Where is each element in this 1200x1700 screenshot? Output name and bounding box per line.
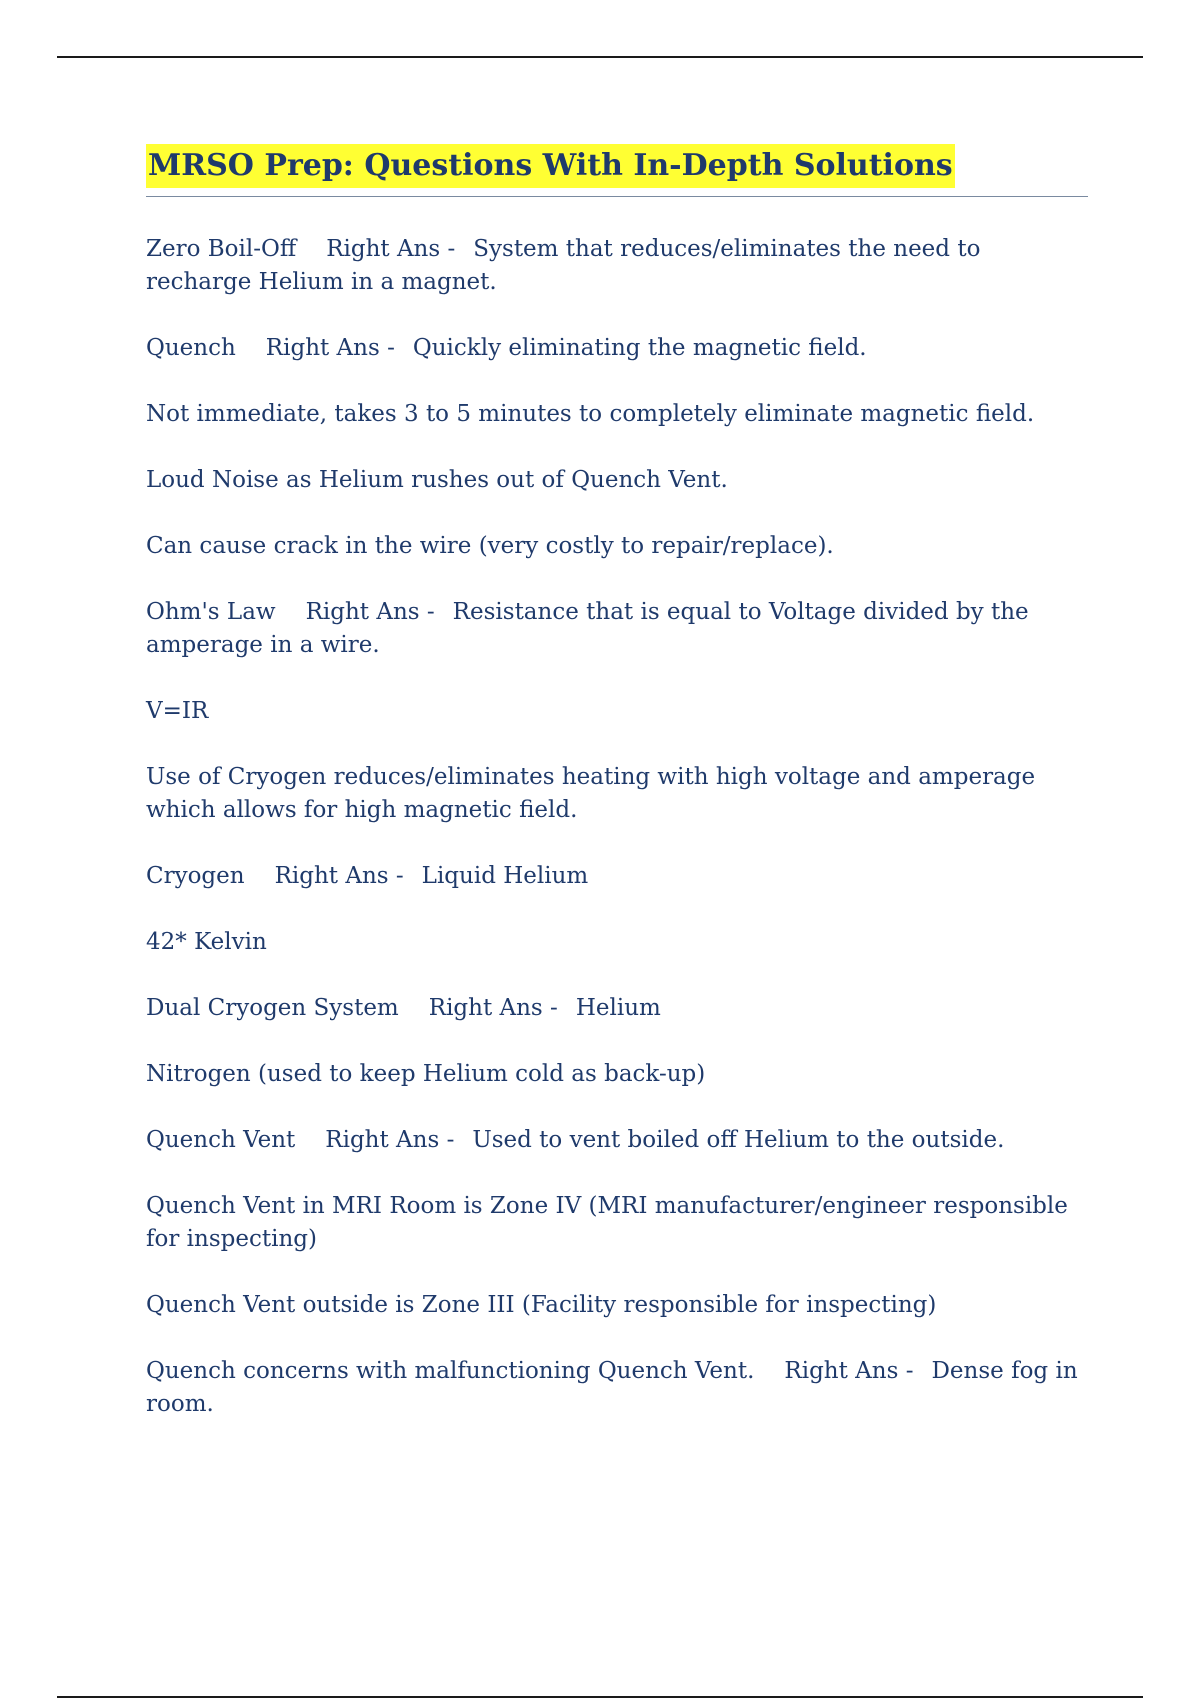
answer-separator: Right Ans - (428, 995, 558, 1021)
note-paragraph: 42* Kelvin (146, 929, 267, 955)
question-term: Dual Cryogen System (146, 995, 399, 1021)
question-term: Quench Vent (146, 1127, 296, 1153)
answer-separator: Right Ans - (325, 1127, 455, 1153)
qa-item (146, 860, 1088, 893)
answer-text: Helium (575, 995, 661, 1021)
note-paragraph: Can cause crack in the wire (very costly to repair/replace). (146, 533, 834, 559)
question-term: Ohm's Law (146, 599, 276, 625)
answer-text: Liquid Helium (421, 863, 589, 889)
question-term: Quench concerns with malfunctioning Quench Vent. (146, 1358, 755, 1384)
document-title: MRSO Prep: Questions With In-Depth Solutions (146, 144, 955, 188)
note-paragraph: V=IR (146, 698, 209, 724)
answer-text: Dense fog in room. (146, 1358, 1085, 1417)
question-term: Cryogen (146, 863, 245, 889)
answer-text: Quickly eliminating the magnetic field. (412, 335, 867, 361)
document-body (146, 144, 1088, 1454)
page-bottom-rule (57, 1696, 1143, 1698)
qa-item (146, 596, 1088, 662)
answer-separator: Right Ans - (784, 1358, 914, 1384)
note-paragraph: Nitrogen (used to keep Helium cold as back-up) (146, 1061, 706, 1087)
note-paragraph: Quench Vent in MRI Room is Zone IV (MRI manufacturer/engineer responsible for inspecting) (146, 1193, 1068, 1252)
qa-item (146, 1124, 1088, 1157)
note-paragraph: Quench Vent outside is Zone III (Facility responsible for inspecting) (146, 1292, 937, 1318)
qa-item (146, 1355, 1088, 1421)
note-paragraph: Loud Noise as Helium rushes out of Quench Vent. (146, 467, 728, 493)
answer-separator: Right Ans - (274, 863, 404, 889)
qa-item (146, 233, 1088, 299)
title-block (146, 144, 1088, 197)
answer-text: Used to vent boiled off Helium to the outside. (472, 1127, 1005, 1153)
question-term: Zero Boil-Off (146, 236, 297, 262)
note-paragraph: Use of Cryogen reduces/eliminates heating with high voltage and amperage which allows for high magnetic field. (146, 764, 1036, 823)
note-paragraph: Not immediate, takes 3 to 5 minutes to completely eliminate magnetic field. (146, 401, 1035, 427)
answer-text: System that reduces/eliminates the need to recharge Helium in a magnet. (146, 236, 988, 295)
qa-item (146, 992, 1088, 1025)
answer-separator: Right Ans - (326, 236, 456, 262)
qa-item (146, 332, 1088, 365)
answer-separator: Right Ans - (305, 599, 435, 625)
answer-separator: Right Ans - (265, 335, 395, 361)
answer-text: Resistance that is equal to Voltage divided by the amperage in a wire. (146, 599, 1036, 658)
page-top-rule (57, 56, 1143, 58)
question-term: Quench (146, 335, 236, 361)
